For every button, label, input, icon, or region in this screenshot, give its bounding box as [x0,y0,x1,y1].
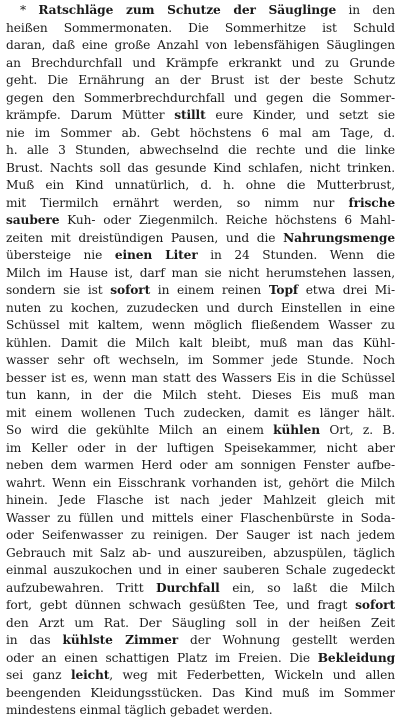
text-run: gegen den Sommerbrechdurchfall und gegen die Sommer- [6,90,395,105]
article-line [6,282,395,300]
text-run: neben dem warmen Herd oder am sonnigen Fenster aufbe- [6,458,395,472]
bold-phrase: kühlen [273,423,320,437]
text-run: Ort, z. B. [319,423,395,437]
text-run: in das [6,633,63,647]
text-run: krämpfe. Darum Mütter [6,108,175,122]
article-line [6,20,395,38]
article-line [6,37,395,55]
bold-phrase: Durchfall [156,580,220,595]
article-line [6,370,395,388]
text-run: So wird die gekühlte Milch an einem [6,423,274,437]
bold-phrase: kühlste Zimmer [62,633,179,647]
text-run: Wasser zu füllen und mittels einer Flaschenbürste in Soda- [6,510,395,525]
text-run: besser ist es, wenn man statt des Wassers Eis in die Schüssel [6,370,395,385]
text-run: sondern sie ist [6,283,111,297]
text-run: oder Seifenwasser zu reinigen. Der Sauger ist nach jedem [6,528,395,542]
article-line [6,422,395,440]
article-line [6,440,395,458]
article-line [6,527,395,545]
article-line [6,142,395,160]
article-line [6,177,395,195]
article-line [6,510,395,528]
article-line [6,580,395,598]
text-run: nuten zu kochen, zuzudecken und durch Einstellen in eine [6,300,395,315]
article-line [6,457,395,475]
bold-phrase: Ratschläge zum Schutze der Säuglinge [38,3,337,17]
text-run: mindestens einmal täglich gebadet werden. [6,703,273,717]
article-line [6,317,395,335]
text-run: kühlen. Damit die Milch kalt bleibt, muß man das Kühl- [6,335,395,350]
article-line [6,72,395,90]
text-run: wahrt. Wenn ein Eisschrank vorhanden ist, gehört die Milch [6,475,395,490]
text-run: hinein. Jede Flasche ist nach jeder Mahlzeit gleich mit [6,493,395,507]
bold-phrase: frische [348,195,395,210]
article-line [6,667,395,685]
article-line [6,125,395,143]
text-run: eure Kinder, und setzt sie [205,108,395,122]
text-run: etwa drei Mi- [298,283,395,297]
article-line [6,702,395,720]
article-line [6,405,395,423]
text-run: wasser sehr oft wechseln, im Sommer jede Stunde. Noch [6,353,395,367]
bold-phrase: sofort [355,598,395,612]
text-run: einmal auszukochen und in einer sauberen Schale zugedeckt [6,563,395,577]
text-run: , weg mit Federbetten, Wickeln und allen [109,668,395,682]
bold-phrase: stillt [174,108,206,122]
article-line [6,2,395,20]
text-run: in den [336,3,395,17]
article-line [6,230,395,248]
text-run: tun kann, in der die Milch steht. Dieses Eis muß man [6,388,395,402]
article-line [6,265,395,283]
text-run: Muß ein Kind unnatürlich, d. h. ohne die Mutterbrust, [6,178,395,192]
article-line [6,352,395,370]
article-line [6,195,395,213]
article-line [6,615,395,633]
text-run: sei ganz [6,668,71,682]
article-line [6,597,395,615]
text-run: in 24 Stunden. Wenn die [197,248,395,262]
bold-phrase: Bekleidung [317,650,395,665]
article-line [6,335,395,353]
article-line [6,247,395,265]
bold-phrase: saubere [6,213,60,227]
text-run: Gebrauch mit Salz ab- und auszureiben, abzuspülen, täglich [6,545,395,560]
bold-phrase: leicht [70,668,110,682]
article-line [6,107,395,125]
text-run: daran, daß eine große Anzahl von lebensfähigen Säuglingen [6,38,395,52]
article-line [6,300,395,318]
text-run: an Brechdurchfall und Krämpfe erkrankt und zu Grunde [6,55,395,70]
text-run: den Arzt um Rat. Der Säugling soll in der heißen Zeit [6,615,395,630]
text-run: fort, gebt dünnen schwach gesüßten Tee, und fragt [6,598,356,612]
article-line [6,632,395,650]
article-line [6,650,395,668]
text-run: Kuh- oder Ziegenmilch. Reiche höchstens 6 Mahl- [59,213,395,227]
text-run: heißen Sommermonaten. Die Sommerhitze ist Schuld [6,20,395,35]
bold-phrase: sofort [110,283,151,297]
text-run: zeiten mit dreistündigen Pausen, und die [6,230,284,245]
text-run: mit einem wollenen Tuch zudecken, damit es länger hält. [6,405,395,420]
article-line [6,387,395,405]
text-run: nie im Sommer ab. Gebt höchstens 6 mal am Tage, d. [6,125,395,140]
text-run: Brust. Nachts soll das gesunde Kind schlafen, nicht trinken. [6,160,395,175]
article-line [6,55,395,73]
article-line [6,492,395,510]
article-line [6,90,395,108]
text-run: aufzubewahren. Tritt [6,580,157,595]
text-run: ein, so laßt die Milch [219,580,395,595]
article-line [6,562,395,580]
article-line [6,545,395,563]
text-run: h. alle 3 Stunden, abwechselnd die rechte und die linke [6,143,395,157]
text-run: beengenden Kleidungsstücken. Das Kind muß im Sommer [6,685,395,700]
text-run: übersteige nie [6,248,115,262]
text-run: mit Tiermilch ernährt werden, so nimm nur [6,195,349,210]
article-line [6,685,395,703]
text-run: geht. Die Ernährung an der Brust ist der beste Schutz [6,73,395,87]
text-run: * [20,3,39,17]
text-run: oder an einen schattigen Platz im Freien. Die [6,650,318,665]
text-run: Milch im Hause ist, darf man sie nicht herumstehen lassen, [6,265,395,280]
article-line [6,160,395,178]
bold-phrase: Nahrungsmenge [283,230,395,245]
article-line [6,475,395,493]
bold-phrase: einen Liter [114,248,198,262]
text-run: Schüssel mit kaltem, wenn möglich fließendem Wasser zu [6,318,395,332]
text-run: der Wohnung gestellt werden [178,633,395,647]
article-line [6,212,395,230]
text-run: im Keller oder in der luftigen Speisekammer, nicht aber [6,440,395,455]
bold-phrase: Topf [268,283,299,297]
text-run: in einem reinen [150,283,269,297]
